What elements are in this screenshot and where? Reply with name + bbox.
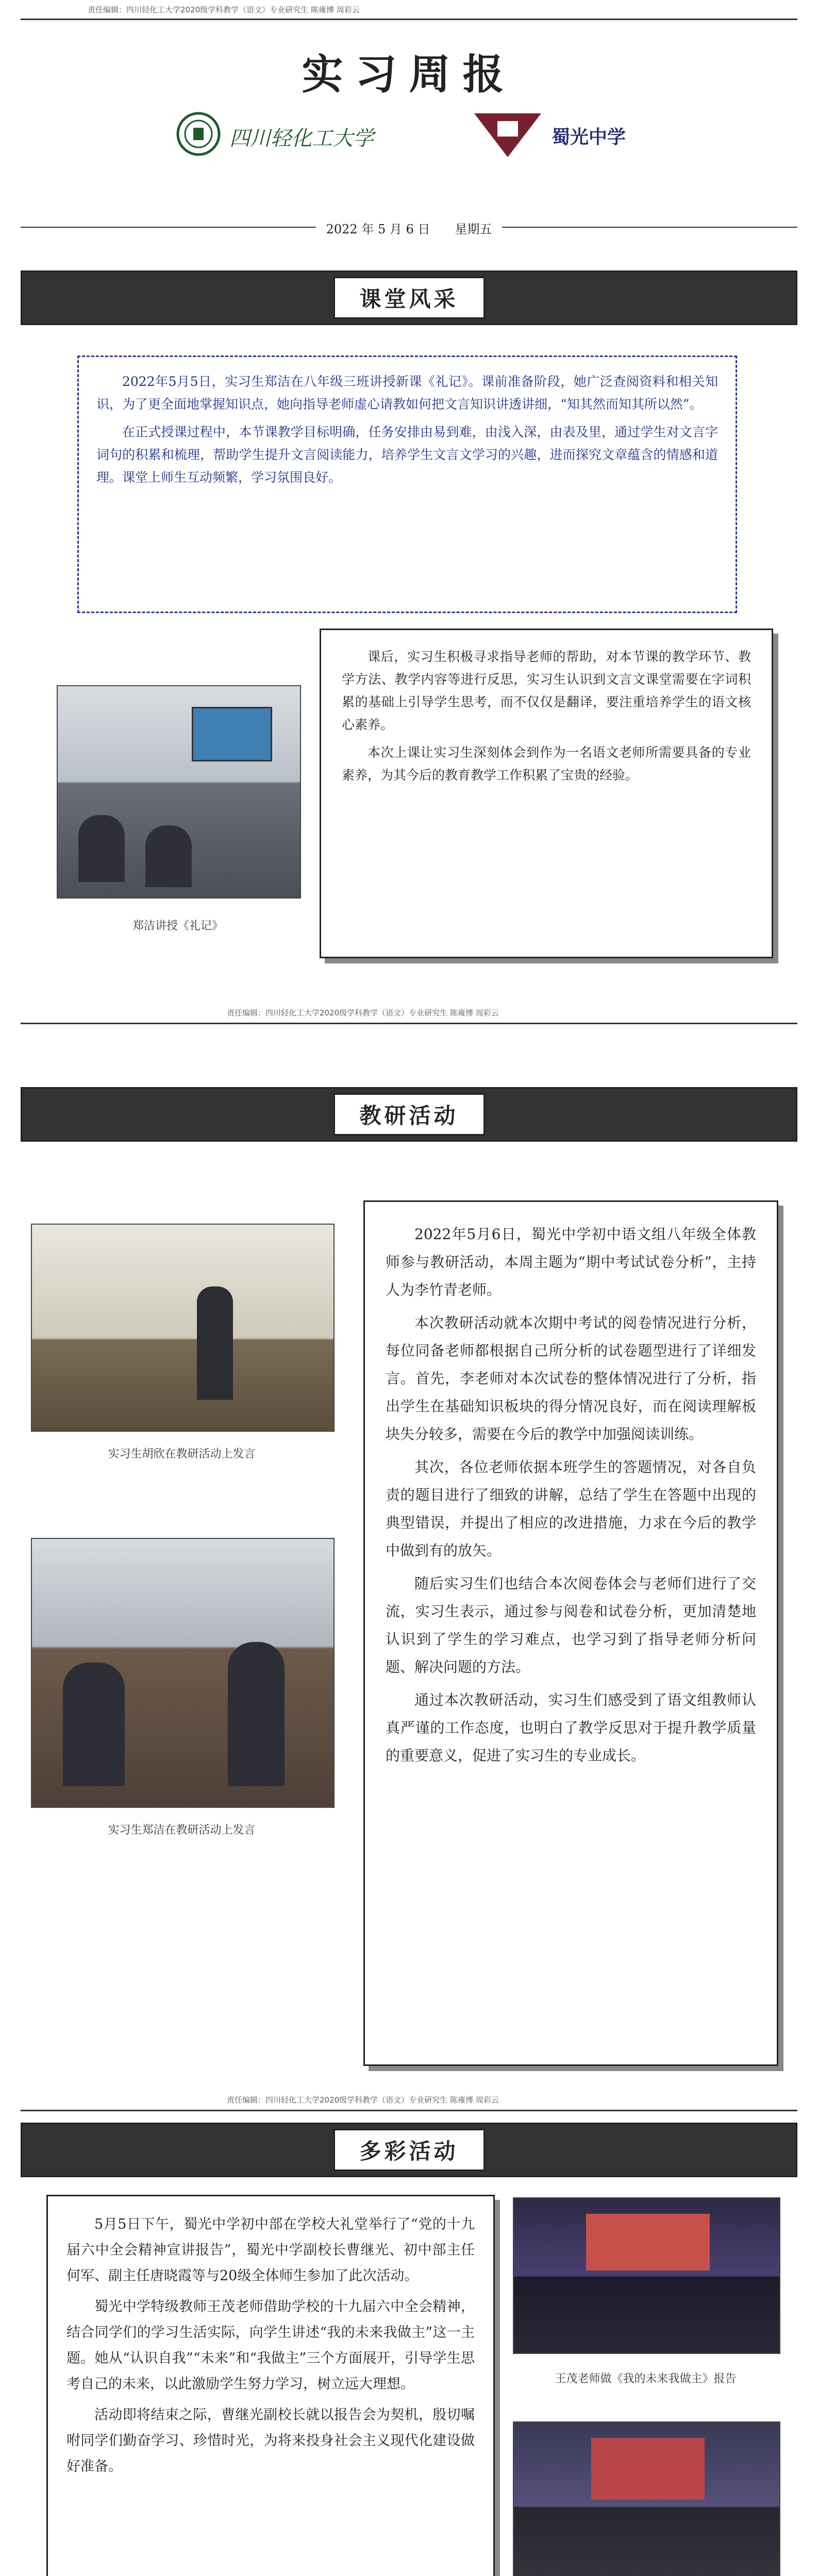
section-title-activities: 多彩活动: [333, 2129, 485, 2171]
top-rule: [21, 19, 797, 20]
section-banner-classroom: [21, 270, 797, 325]
section-title-research: 教研活动: [333, 1093, 485, 1136]
activities-photo-1: [513, 2197, 780, 2354]
date-bar: [0, 219, 818, 237]
university-seal-icon: [175, 111, 222, 157]
section-banner-activities: [21, 2123, 797, 2177]
classroom-reflection-box: [320, 629, 773, 958]
activities-para-2: 蜀光中学特级教师王茂老师借助学校的十九届六中全会精神，结合同学们的学习生活实际，向学生讲述“我的未来我做主”这一主题。她从“认识自我”“未来”和“我做主”三个方面展开，引导学生思考自己的未来，以此激励学生努力学习，树立远大理想。: [66, 2299, 475, 2392]
school-emblem-icon: [469, 108, 546, 160]
logo-right-text: 蜀光中学: [552, 126, 626, 148]
research-caption-2: 实习生郑洁在教研活动上发言: [108, 1824, 256, 1837]
activities-text-box: [46, 2195, 495, 2576]
research-para-3: 其次，各位老师依据本班学生的答题情况，对各自负责的题目进行了细致的讲解，总结了学生在答题中出现的典型错误，并提出了相应的改进措施，力求在今后的教学中做到有的放矢。: [386, 1459, 756, 1559]
research-text-box: [363, 1200, 778, 2066]
classroom-photo: [57, 685, 301, 899]
page-rule-3: [21, 2110, 797, 2111]
research-para-1: 2022年5月6日，蜀光中学初中语文组八年级全体教师参与教研活动，本周主题为“期中考试试卷分析”，主持人为李竹青老师。: [386, 1226, 756, 1298]
activities-para-3: 活动即将结束之际，曹继光副校长就以报告会为契机，殷切嘱咐同学们勤奋学习、珍惜时光，为将来投身社会主义现代化建设做好准备。: [66, 2407, 475, 2475]
activities-caption-1: 王茂老师做《我的未来我做主》报告: [555, 2372, 737, 2385]
classroom-para-4: 本次上课让实习生深刻体会到作为一名语文老师所需要具备的专业素养，为其今后的教育教学工作积累了宝贵的经验。: [342, 745, 751, 783]
logo-right: [469, 108, 639, 160]
classroom-intro-box: [77, 355, 737, 613]
activities-para-1: 5月5日下午，蜀光中学初中部在学校大礼堂举行了“党的十九届六中全会精神宣讲报告”，蜀光中学副校长曹继光、初中部主任何军、副主任唐晓霞等与20级全体师生参加了此次活动。: [66, 2216, 475, 2284]
classroom-para-2: 在正式授课过程中，本节课教学目标明确，任务安排由易到难，由浅入深，由表及里，通过学生对文言字词句的积累和梳理，帮助学生提升文言阅读能力，培养学生文言文学习的兴趣，进而探究文章蕴含的情感和道理。课堂上师生互动频繁，学习氛围良好。: [96, 425, 718, 485]
masthead-title: 实习周报: [302, 50, 516, 98]
activities-photo-2: [513, 2421, 780, 2576]
editor-line: 责任编辑：四川轻化工大学2020级学科教学（语文）专业研究生 陈雍博 周彩云: [88, 5, 360, 14]
classroom-para-3: 课后，实习生积极寻求指导老师的帮助，对本节课的教学环节、教学方法、教学内容等进行反思，实习生认识到文言文课堂需要在字词积累的基础上引导学生思考，而不仅仅是翻译，要注重培养学生的语文核心素养。: [342, 649, 751, 732]
logo-left: [175, 111, 381, 157]
research-para-5: 通过本次教研活动，实习生们感受到了语文组教师认真严谨的工作态度，也明白了教学反思对于提升教学质量的重要意义，促进了实习生的专业成长。: [386, 1691, 756, 1764]
research-para-2: 本次教研活动就本次期中考试的阅卷情况进行分析，每位同备老师都根据自己所分析的试卷题型进行了详细发言。首先，李老师对本次试卷的整体情况进行了分析，指出学生在基础知识板块的得分情况良好，而在阅读理解板块失分较多，需要在今后的教学中加强阅读训练。: [386, 1314, 756, 1443]
editor-line-3: 责任编辑：四川轻化工大学2020级学科教学（语文）专业研究生 陈雍博 周彩云: [227, 2095, 499, 2105]
research-photo-2: [31, 1538, 335, 1808]
classroom-photo-caption: 郑洁讲授《礼记》: [132, 920, 223, 933]
classroom-para-1: 2022年5月5日，实习生郑洁在八年级三班讲授新课《礼记》。课前准备阶段，她广泛查阅资料和相关知识，为了更全面地掌握知识点，她向指导老师虚心请教如何把文言知识讲透讲细，“知其然而知其所以然”。: [96, 374, 718, 412]
research-photo-1: [31, 1224, 335, 1432]
logo-left-text: 四川轻化工大学: [229, 127, 374, 150]
page-rule-2: [21, 1023, 797, 1024]
section-title-classroom: 课堂风采: [333, 277, 485, 319]
research-para-4: 随后实习生们也结合本次阅卷体会与老师们进行了交流，实习生表示，通过参与阅卷和试卷分析，更加清楚地认识到了学生的学习难点，也学习到了指导老师分析问题、解决问题的方法。: [386, 1575, 756, 1675]
research-caption-1: 实习生胡欣在教研活动上发言: [108, 1448, 256, 1461]
issue-date: 2022 年 5 月 6 日 星期五: [316, 222, 503, 236]
editor-line-2: 责任编辑：四川轻化工大学2020级学科教学（语文）专业研究生 陈雍博 周彩云: [227, 1008, 499, 1018]
section-banner-research: [21, 1087, 797, 1142]
